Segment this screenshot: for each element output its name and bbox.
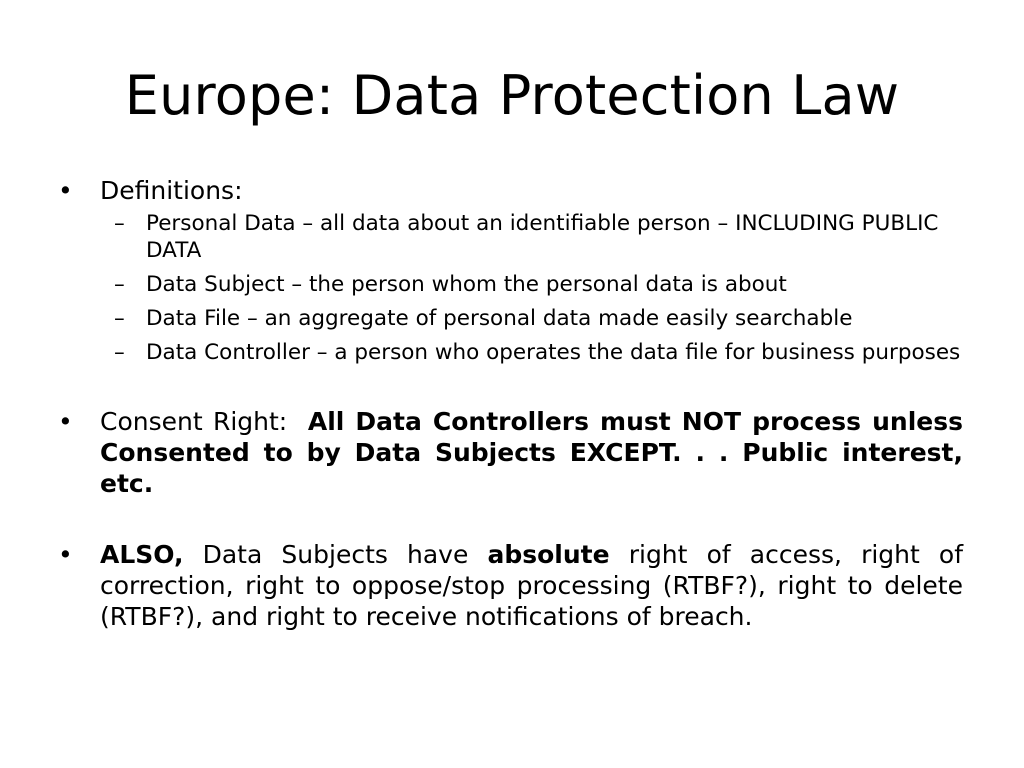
consent-statement: All Data Controllers must NOT process unless Consented to by Data Subjects EXCEPT. . . Public interest, etc. (100, 407, 963, 498)
bullet-also (58, 539, 963, 632)
slide-title: Europe: Data Protection Law (124, 64, 900, 127)
definition-item-data-file (100, 305, 963, 332)
definitions-list (100, 210, 963, 366)
definition-text: Data Controller – a person who operates the data file for business purposes (146, 340, 961, 365)
definition-text: Personal Data – all data about an identifiable person – INCLUDING PUBLIC DATA (146, 211, 939, 263)
also-text-2: right of access, right of correction, right to oppose/stop processing (RTBF?), right to delete (RTBF?), and right to receive notifications of breach. (100, 540, 964, 631)
also-lead: ALSO, (100, 540, 184, 569)
bullet-consent-right (58, 406, 963, 499)
bullet-definitions (58, 175, 963, 366)
dash-marker: – (114, 306, 125, 331)
definition-text: Data Subject – the person whom the personal data is about (146, 272, 787, 297)
bullet-marker: • (58, 540, 73, 569)
definition-item-data-controller (100, 339, 963, 366)
bullet-marker: • (58, 407, 73, 436)
also-text-1: Data Subjects have (202, 540, 469, 569)
dash-marker: – (114, 340, 125, 365)
definition-item-data-subject (100, 271, 963, 298)
dash-marker: – (114, 272, 125, 297)
slide-content (58, 175, 963, 632)
bullet-marker: • (58, 176, 73, 205)
consent-label: Consent Right: (100, 407, 288, 436)
definitions-heading: Definitions: (100, 176, 243, 205)
dash-marker: – (114, 211, 125, 236)
definition-text: Data File – an aggregate of personal data made easily searchable (146, 306, 853, 331)
also-emphasis: absolute (487, 540, 610, 569)
definition-item-personal-data (100, 210, 963, 264)
